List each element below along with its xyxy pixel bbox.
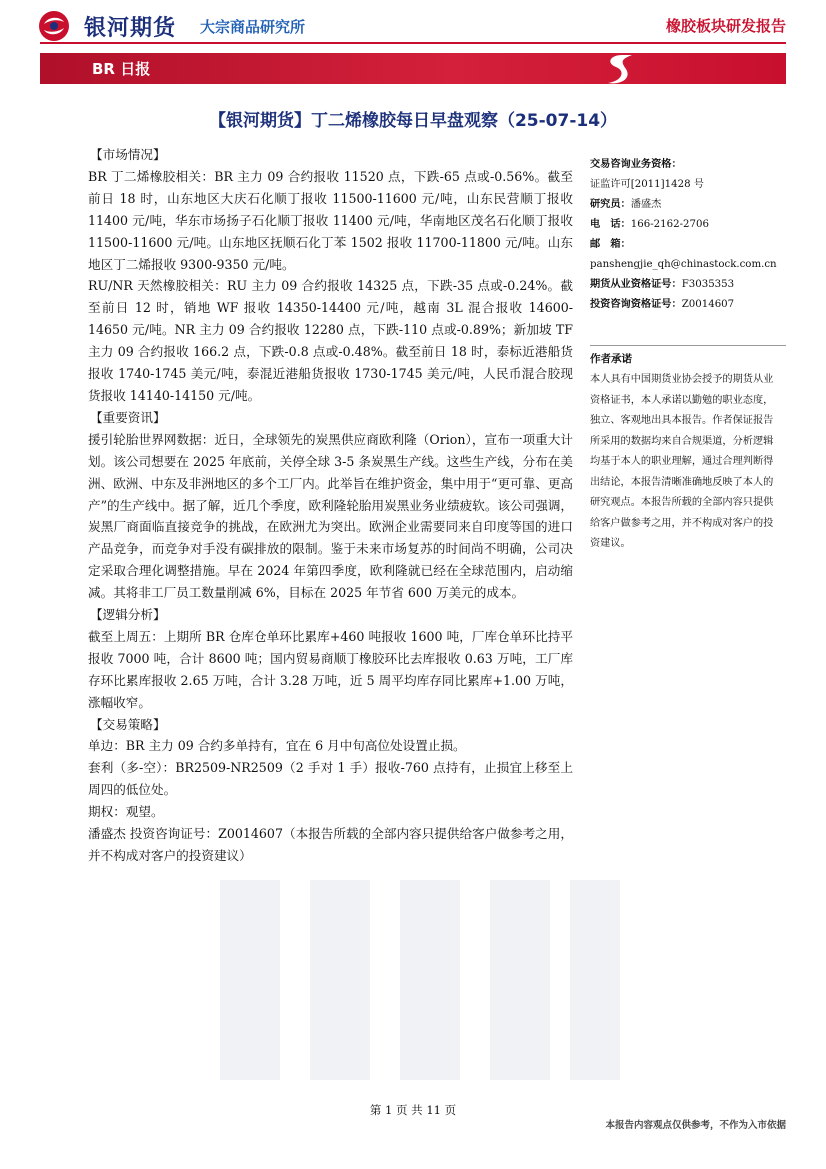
section-heading-news: 【重要资讯】 [90, 409, 166, 425]
galaxy-logo-icon [38, 10, 70, 42]
watermark-logo [210, 850, 630, 1090]
page-title: 【银河期货】丁二烯橡胶每日早盘观察（25-07-14） [208, 111, 618, 131]
paragraph-strategy-3: 期权：观望。 [88, 804, 164, 820]
invest-cert-label: 投资咨询资格证号： [590, 299, 682, 310]
page-number: 第 1 页 共 11 页 [369, 1103, 457, 1117]
paragraph-strategy-1: 单边：BR 主力 09 合约多单持有，宜在 6 月中旬高位处设置止损。 [88, 738, 466, 754]
swoosh-icon [592, 51, 642, 87]
paragraph-market-1: BR 丁二烯橡胶相关：BR 主力 09 合约报收 11520 点，下跌-65 点或-0.56%。截至前日 18 时，山东地区大庆石化顺丁报收 11500-11600 元/吨，山东民营顺丁报收 11400 元/吨，华东市场扬子石化顺丁报收 11400 元/吨，华南地区茂名石化顺丁报收 11500-11600 元/吨。山东地区抚顺石化丁苯 1502 报收 11700-11800 元/吨。山东地区丁二烯报收 9300-9350 元/吨。 [88, 168, 573, 272]
institute-name: 大宗商品研究所 [200, 18, 306, 36]
signature-line: 潘盛杰 投资咨询证号：Z0014607（本报告所载的全部内容只提供给客户做参考之用，并不构成对客户的投资建议） [88, 826, 573, 863]
banner-label: BR 日报 [92, 60, 151, 78]
contact-label: 交易咨询业务资格： [590, 159, 682, 170]
license-number: 证监许可[2011]1428 号 [590, 179, 704, 190]
phone-label: 电 话： [590, 219, 631, 230]
section-heading-logic: 【逻辑分析】 [90, 607, 166, 623]
section-heading-market: 【市场情况】 [90, 147, 166, 162]
promise-text: 本人具有中国期货业协会授予的期货从业资格证书，本人承诺以勤勉的职业态度，独立、客观地出具本报告。作者保证报告所采用的数据均来自合规渠道，分析逻辑均基于本人的职业理解，通过合理判断得出结论，本报告清晰准确地反映了本人的研究观点。本报告所载的全部内容只提供给客户做参考之用，并不构成对客户的投资建议。 [590, 374, 774, 549]
researcher-label: 研究员： [590, 199, 631, 210]
promise-heading: 作者承诺 [590, 353, 632, 365]
invest-cert-number: Z0014607 [681, 299, 735, 310]
report-banner [40, 53, 786, 84]
futures-cert-label: 期货从业资格证号： [590, 279, 682, 290]
header-divider [40, 42, 786, 44]
researcher-name: 潘盛杰 [630, 199, 662, 210]
phone-number: 166-2162-2706 [630, 219, 709, 230]
paragraph-news-1: 援引轮胎世界网数据：近日，全球领先的炭黑供应商欧利隆（Orion），宣布一项重大计划。该公司想要在 2025 年底前，关停全球 3-5 条炭黑生产线。这些生产线，分布在美洲、欧洲、中东及非洲地区的多个工厂内。此举旨在维护资金，集中用于“更可靠、更高产”的生产线中。据了解，近几个季度，欧利隆轮胎用炭黑业务业绩疲软。该公司强调，炭黑厂商面临直接竞争的挑战，在欧洲尤为突出。欧洲企业需要同来自印度等国的进口产品竞争，而竞争对手没有碳排放的限制。鉴于未来市场复苏的时间尚不明确，公司决定采取合理化调整措施。早在 2024 年第四季度，欧利隆就已经在全球范围内，启动缩减。其将非工厂员工数量削减 6%，目标在 2025 年节省 600 万美元的成本。 [88, 431, 574, 601]
futures-cert-number: F3035353 [681, 279, 735, 290]
paragraph-logic-1: 截至上周五：上期所 BR 仓库仓单环比累库+460 吨报收 1600 吨，厂库仓单环比持平报收 7000 吨，合计 8600 吨；国内贸易商顺丁橡胶环比去库报收 0.63 万吨，工厂库存环比累库报收 2.65 万吨，合计 3.28 万吨，近 5 周平均库存同比累库+1.00 万吨，涨幅收窄。 [88, 628, 573, 710]
paragraph-strategy-2: 套利（多-空）：BR2509-NR2509（2 手对 1 手）报收-760 点持有，止损宜上移至上周四的低位处。 [88, 760, 573, 798]
main-content [88, 144, 573, 867]
email-address[interactable]: panshengjie_qh@chinastock.com.cn [590, 259, 777, 270]
section-heading-strategy: 【交易策略】 [90, 716, 166, 732]
page-header [0, 0, 826, 50]
paragraph-market-2: RU/NR 天然橡胶相关：RU 主力 09 合约报收 14325 点，下跌-35 点或-0.24%。截至前日 12 时，销地 WF 报收 14350-14400 元/吨，越南 3L 混合报收 14600-14650 元/吨。NR 主力 09 合约报收 12280 点，下跌-110 点或-0.89%；新加坡 TF 主力 09 合约报收 166.2 点，下跌-0.8 点或-0.48%。截至前日 18 时，泰标近港船货报收 1740-1745 美元/吨，泰混近港船货报收 1730-1745 美元/吨，人民币混合胶现货报收 14140-14150 元/吨。 [88, 278, 573, 403]
analyst-sidebar [590, 155, 780, 315]
disclaimer-footer: 本报告内容观点仅供参考，不作为入市依据 [605, 1120, 786, 1131]
email-label: 邮 箱： [590, 239, 631, 250]
brand-name: 银河期货 [84, 16, 177, 41]
report-type: 橡胶板块研发报告 [665, 17, 786, 35]
sidebar-divider [590, 345, 786, 346]
